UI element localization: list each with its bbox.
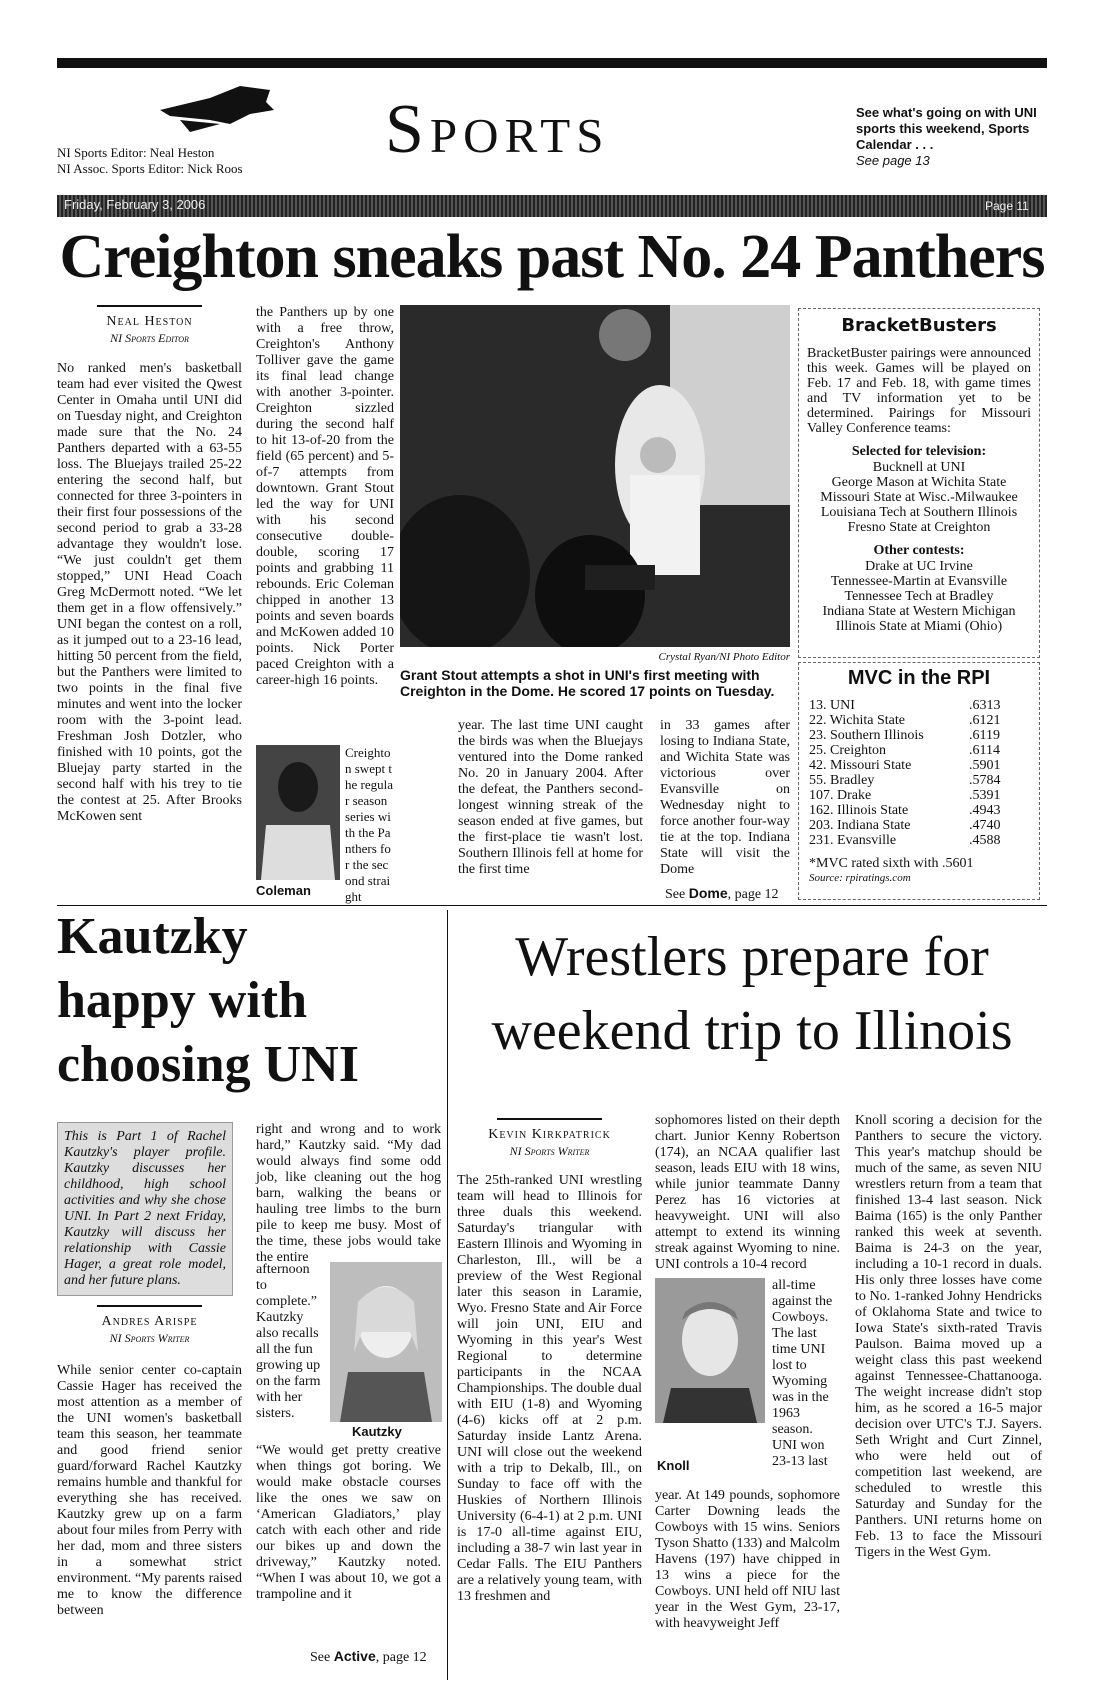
jump-word: Active: [333, 1648, 376, 1664]
story3-column-1: The 25th-ranked UNI wrestling team will head to Illinois for three duals this weekend. Saturday's triangular with Eastern Illinois and Wyoming in Charleston, Ill., will be a preview of the West Regional later this season in Laramie, Wyo. Fresno State and Air Force will join UNI, EIU and Wyoming in this year's West Regional to determine participants in the NCAA Championships. The double dual with EIU (1-8) and Wyoming (4-6) kicks off at 2 p.m. Saturday inside Lantz Arena. UNI will close out the weekend with a trip to Dekalb, Ill., on Sunday to face off with the Huskies of Northern Illinois University (6-4-1) at 2 p.m. UNI is 17-0 all-time against EIU, including a 38-7 win last year in Cedar Falls. The EIU Panthers are a relatively young team, with 13 freshmen and: [457, 1173, 642, 1604]
rpi-row: [809, 818, 1029, 833]
calendar-promo[interactable]: [856, 105, 1056, 169]
tv-game: Louisiana Tech at Southern Illinois: [820, 505, 1018, 520]
rpi-value: .6114: [969, 743, 1000, 758]
rpi-team: 22. Wichita State: [809, 713, 905, 728]
rpi-row: [809, 758, 1029, 773]
byline-rule: [97, 305, 202, 307]
story2-column-2b: afternoon to complete.” Kautzky also recalls all the fun growing up on the farm with her sisters.: [256, 1262, 321, 1421]
kautzky-headline-line-3: choosing UNI: [57, 1036, 359, 1093]
kautzky-headline-line-2: happy with: [57, 972, 307, 1029]
assoc-sports-editor: NI Assoc. Sports Editor: Nick Roos: [57, 161, 243, 176]
story3-column-3: Knoll scoring a decision for the Panthers to secure the victory. This year's matchup should be much of the same, as seven NIU wrestlers return from a team that finished 13-4 last season. Nick Baima (165) is the only Panther ranked this week at seventh. Baima is 24-3 on the year, including a 10-1 record in duals. His only three losses have come to No. 1-ranked Johny Hendricks of Oklahoma State and twice to Iowa State's sixth-rated Travis Paulson. Baima moved up a weight class this past weekend against Tennessee-Chattanooga. The weight increase didn't stop him, as he scored a 16-5 major decision over UTC's T.J. Sayers. Seth Wright and Curt Zinnel, who were held out of competition last weekend, are scheduled to wrestle this Saturday and Sunday for the Panthers. UNI returns home on Feb. 13 to face the Missouri Tigers in the West Gym.: [855, 1113, 1042, 1560]
byline-name: Andres Arispe: [101, 1314, 198, 1329]
story3-column-2b: all-time against the Cowboys. The last time UNI lost to Wyoming was in the 1963 season. UNI won 23-13 last: [772, 1278, 833, 1469]
rpi-row: [809, 743, 1029, 758]
rpi-row: [809, 833, 1029, 848]
editors-block: [57, 145, 317, 177]
rpi-team: 231. Evansville: [809, 833, 897, 848]
byline-role: NI Sports Writer: [109, 1331, 190, 1345]
rpi-value: .4943: [969, 803, 1001, 818]
date-band: [57, 195, 1047, 217]
other-game: Illinois State at Miami (Ohio): [835, 619, 1003, 634]
kautzky-headline: [57, 905, 442, 1097]
rpi-row: [809, 773, 1029, 788]
rpi-row: [809, 713, 1029, 728]
story3-column-2a: sophomores listed on their depth chart. Junior Kenny Robertson (174), an NCAA qualifier last season, leads EIU with 18 wins, while junior teammate Danny Perez has 16 victories at heavyweight. UNI will also attempt to extend its winning streak against Wyoming to nine. UNI controls a 10-4 record: [655, 1113, 840, 1272]
coleman-caption: Coleman: [256, 883, 311, 898]
coleman-mug-photo: [256, 745, 340, 880]
rpi-value: .6119: [969, 728, 1000, 743]
other-game: Tennessee-Martin at Evansville: [830, 574, 1008, 589]
knoll-mug-photo: [655, 1278, 765, 1423]
wrestlers-headline-line-2: weekend trip to Illinois: [491, 1000, 1013, 1062]
rpi-value: .4588: [969, 833, 1001, 848]
rpi-row: [809, 803, 1029, 818]
kautzky-caption: Kautzky: [352, 1424, 402, 1439]
column-divider: [447, 910, 448, 1680]
byline-name: Kevin Kirkpatrick: [488, 1127, 611, 1142]
page-number: Page 11: [985, 199, 1029, 213]
rpi-source: Source: rpiratings.com: [809, 872, 911, 884]
bracketbusters-title: BracketBusters: [841, 315, 997, 336]
rpi-value: .5784: [969, 773, 1001, 788]
photo-credit: Crystal Ryan/NI Photo Editor: [658, 651, 790, 663]
rpi-value: .6313: [969, 698, 1001, 713]
jump-prefix: See: [665, 887, 686, 902]
jump-page: , page 12: [375, 1650, 427, 1665]
issue-date: Friday, February 3, 2006: [64, 197, 206, 212]
kautzky-headline-line-1: Kautzky: [57, 908, 248, 965]
knoll-caption: Knoll: [657, 1458, 690, 1473]
section-title: Sports: [385, 91, 610, 168]
jump-prefix: See: [310, 1650, 331, 1665]
story1-column-2: the Panthers up by one with a free throw, Creighton's Anthony Tolliver gave the game its final lead change with another 3-pointer. Creighton sizzled during the second half to hit 13-of-20 from the field (65 percent) and 5-of-7 attempts from downtown. Grant Stout led the way for UNI with his second consecutive double-double, scoring 17 points and grabbing 11 rebounds. Eric Coleman chipped in another 13 points and seven boards and McKowen added 10 points. Nick Porter paced Creighton with a career-high 16 points.: [256, 305, 394, 688]
rpi-team: 23. Southern Illinois: [809, 728, 924, 743]
story2-column-2a: right and wrong and to work hard,” Kautzky said. “My dad would always find some odd job, like cleaning out the hog barn, walking the beans or hauling tree limbs to the burn pile to keep me busy. Most of the time, these jobs would take the entire: [256, 1122, 441, 1265]
byline-role: NI Sports Editor: [110, 331, 189, 345]
story1-column-2b: Creighton swept the regular season series with the Panthers for the second straight: [345, 745, 394, 904]
byline-rule: [97, 1305, 202, 1307]
rpi-team: 107. Drake: [809, 788, 872, 803]
rpi-title: MVC in the RPI: [847, 667, 991, 689]
tv-game: George Mason at Wichita State: [831, 475, 1007, 490]
promo-page: See page 13: [856, 153, 930, 168]
other-games-title: Other contests:: [873, 543, 965, 558]
rpi-team: 42. Missouri State: [809, 758, 912, 773]
grant-stout-photo: [400, 305, 790, 647]
jump-page: , page 12: [727, 887, 779, 902]
story1-column-1: No ranked men's basketball team had ever visited the Qwest Center in Omaha until UNI did on Tuesday night, and Creighton made sure that the No. 24 Panthers departed with a 63-55 loss. The Bluejays trailed 25-22 entering the second half, but connected for three 3-pointers in their first four possessions of the second period to grab a 33-28 advantage they wouldn't lose. “We just couldn't get them stopped,” UNI Head Coach Greg McDermott noted. “We let them get in a flow offensively.” UNI began the contest on a roll, as it jumped out to a 23-16 lead, hitting 50 percent from the field, but the Panthers were limited to two points in the final five minutes and went into the locker room with the 3-point lead. Freshman Josh Dotzler, who finished with 10 points, got the Bluejay party started in the second half with his trey to tie the contest at 25. After Brooks McKowen sent: [57, 361, 242, 824]
byline-rule: [497, 1118, 602, 1120]
rpi-row: [809, 788, 1029, 803]
tv-game: Missouri State at Wisc.-Milwaukee: [820, 490, 1018, 505]
rpi-value: .4740: [969, 818, 1001, 833]
photo-caption: Grant Stout attempts a shot in UNI's first meeting with Creighton in the Dome. He scored 17 points on Tuesday.: [400, 667, 775, 699]
jump-word: Dome: [688, 885, 728, 901]
rpi-value: .6121: [969, 713, 1001, 728]
rpi-team: 13. UNI: [809, 698, 855, 713]
story1-column-4: in 33 games after losing to Indiana State, and Wichita State was victorious over Evansville on Wednesday night to force another four-way tie at the top. Indiana State will visit the Dome: [660, 718, 790, 877]
lead-headline: Creighton sneaks past No. 24 Panthers: [59, 223, 1045, 291]
byline-name: Neal Heston: [106, 314, 193, 329]
wrestlers-headline: [457, 925, 1047, 1063]
story2-byline-block: [57, 1305, 242, 1347]
story1-column-3: year. The last time UNI caught the birds was when the Bluejays ventured into the Dome ranked No. 20 in January 2004. After the defeat, the Panthers second-longest winning streak of the season ended at five games, but the first-place tie wasn't lost. Southern Illinois fell at home for the first time: [458, 718, 643, 877]
rpi-note: *MVC rated sixth with .5601: [809, 856, 974, 871]
rpi-value: .5391: [969, 788, 1001, 803]
sports-editor: NI Sports Editor: Neal Heston: [57, 145, 215, 160]
story3-column-2c: year. At 149 pounds, sophomore Carter Downing leads the Cowboys with 15 wins. Seniors Tyson Shatto (133) and Malcolm Havens (197) have chipped in 13 wins a piece for the Cowboys. UNI held off NIU last year in the West Gym, 23-17, with heavyweight Jeff: [655, 1488, 840, 1631]
tv-games-title: Selected for television:: [851, 444, 987, 459]
active-jump-link[interactable]: [310, 1648, 427, 1666]
tv-game: Bucknell at UNI: [872, 460, 966, 475]
rpi-value: .5901: [969, 758, 1001, 773]
top-rule: [57, 58, 1047, 68]
promo-text: See what's going on with UNI sports this weekend, Sports Calendar . . .: [856, 105, 1037, 152]
rpi-row: [809, 728, 1029, 743]
story2-column-2c: “We would get pretty creative when things got boring. We would make obstacle courses like the ones we saw on ‘American Gladiators,’ play catch with each other and ride our bikes up and down the driveway,” Kautzky noted. “When I was about 10, we got a trampoline and it: [256, 1443, 441, 1602]
byline-role: NI Sports Writer: [509, 1144, 590, 1158]
bracketbusters-intro: BracketBuster pairings were announced this week. Games will be played on Feb. 17 and Feb. 18, with game times and TV information yet to be determined. Pairings for Missouri Valley Conference teams:: [807, 346, 1031, 436]
rpi-team: 25. Creighton: [809, 743, 886, 758]
other-game: Indiana State at Western Michigan: [822, 604, 1016, 619]
dome-jump-link[interactable]: [665, 885, 779, 903]
story3-byline-block: [457, 1118, 642, 1160]
rpi-team: 203. Indiana State: [809, 818, 911, 833]
wrestlers-headline-line-1: Wrestlers prepare for: [515, 926, 989, 988]
panther-logo-icon: [150, 80, 280, 140]
story1-byline-block: [57, 305, 242, 825]
kautzky-mug-photo: [330, 1262, 442, 1422]
story2-column-1: While senior center co-captain Cassie Hager has received the most attention as a member of the UNI women's basketball team this season, her teammate and good friend senior guard/forward Rachel Kautzky remains humble and thankful for everything she has received. Kautzky grew up on a farm about four miles from Perry with her dad, mom and three sisters in a somewhat strict environment. “My parents raised me to know the difference between: [57, 1363, 242, 1618]
tv-game: Fresno State at Creighton: [847, 520, 991, 535]
other-game: Tennessee Tech at Bradley: [844, 589, 994, 604]
rpi-team: 55. Bradley: [809, 773, 875, 788]
rpi-team: 162. Illinois State: [809, 803, 909, 818]
bracketbusters-box: [798, 308, 1040, 658]
rpi-row: [809, 698, 1029, 713]
rpi-box: [798, 662, 1040, 900]
other-game: Drake at UC Irvine: [865, 559, 973, 574]
profile-sidebar: This is Part 1 of Rachel Kautzky's player profile. Kautzky discusses her childhood, high school activities and why she chose UNI. In Part 2 next Friday, Kautzky will discuss her relationship with Cassie Hager, a great role model, and her future plans.: [57, 1122, 233, 1296]
